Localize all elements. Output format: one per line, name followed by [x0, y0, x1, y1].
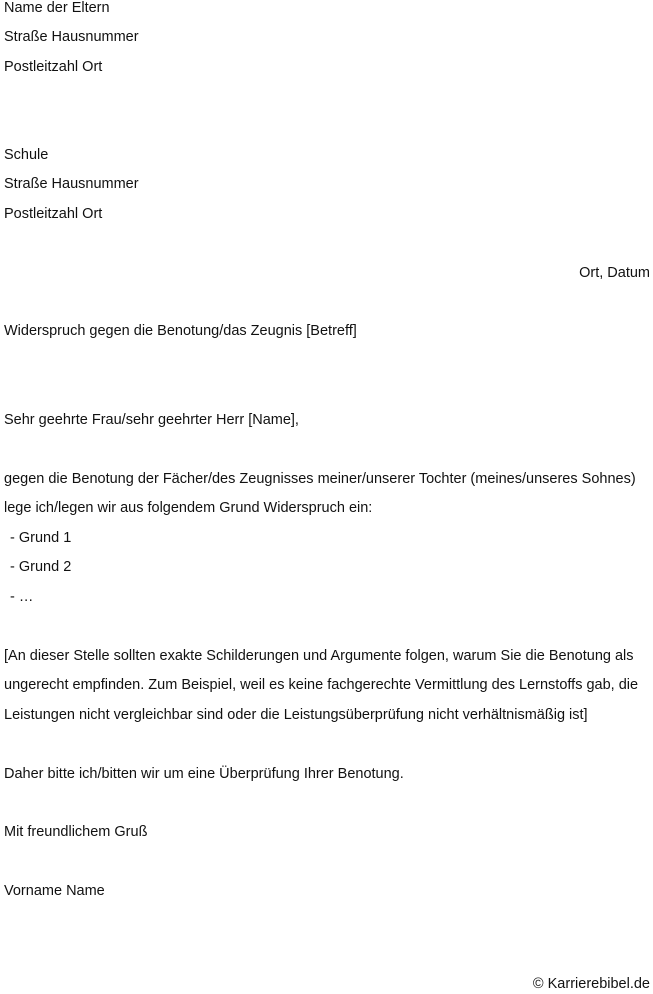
body-hint-line-3: Leistungen nicht vergleichbar sind oder die Leistungsüberprüfung nicht verhältnismäßig ist]: [4, 707, 588, 723]
reason-item: - Grund 1: [6, 530, 72, 546]
reason-item: - …: [6, 589, 34, 605]
recipient-city: Postleitzahl Ort: [4, 206, 103, 222]
body-hint-line-1: [An dieser Stelle sollten exakte Schilderungen und Argumente folgen, warum Sie die Benotung als: [4, 648, 634, 664]
salutation: Sehr geehrte Frau/sehr geehrter Herr [Name],: [4, 412, 299, 428]
subject-line: Widerspruch gegen die Benotung/das Zeugnis [Betreff]: [4, 323, 357, 339]
closing: Mit freundlichem Gruß: [4, 824, 148, 840]
copyright-notice: © Karrierebibel.de: [532, 976, 650, 992]
place-date: Ort, Datum: [579, 265, 650, 281]
sender-name: Name der Eltern: [4, 0, 110, 16]
body-intro-line-1: gegen die Benotung der Fächer/des Zeugnisses meiner/unserer Tochter (meines/unseres Sohnes): [4, 471, 636, 487]
sender-city: Postleitzahl Ort: [4, 59, 103, 75]
recipient-street: Straße Hausnummer: [4, 176, 139, 192]
body-hint-line-2: ungerecht empfinden. Zum Beispiel, weil es keine fachgerechte Vermittlung des Lernstoffs gab, die: [4, 677, 639, 693]
signature-name: Vorname Name: [4, 883, 105, 899]
reason-item: - Grund 2: [6, 559, 72, 575]
sender-street: Straße Hausnummer: [4, 29, 139, 45]
recipient-name: Schule: [4, 147, 49, 163]
body-request: Daher bitte ich/bitten wir um eine Überprüfung Ihrer Benotung.: [4, 766, 404, 782]
body-intro-line-2: lege ich/legen wir aus folgendem Grund Widerspruch ein:: [4, 500, 373, 516]
